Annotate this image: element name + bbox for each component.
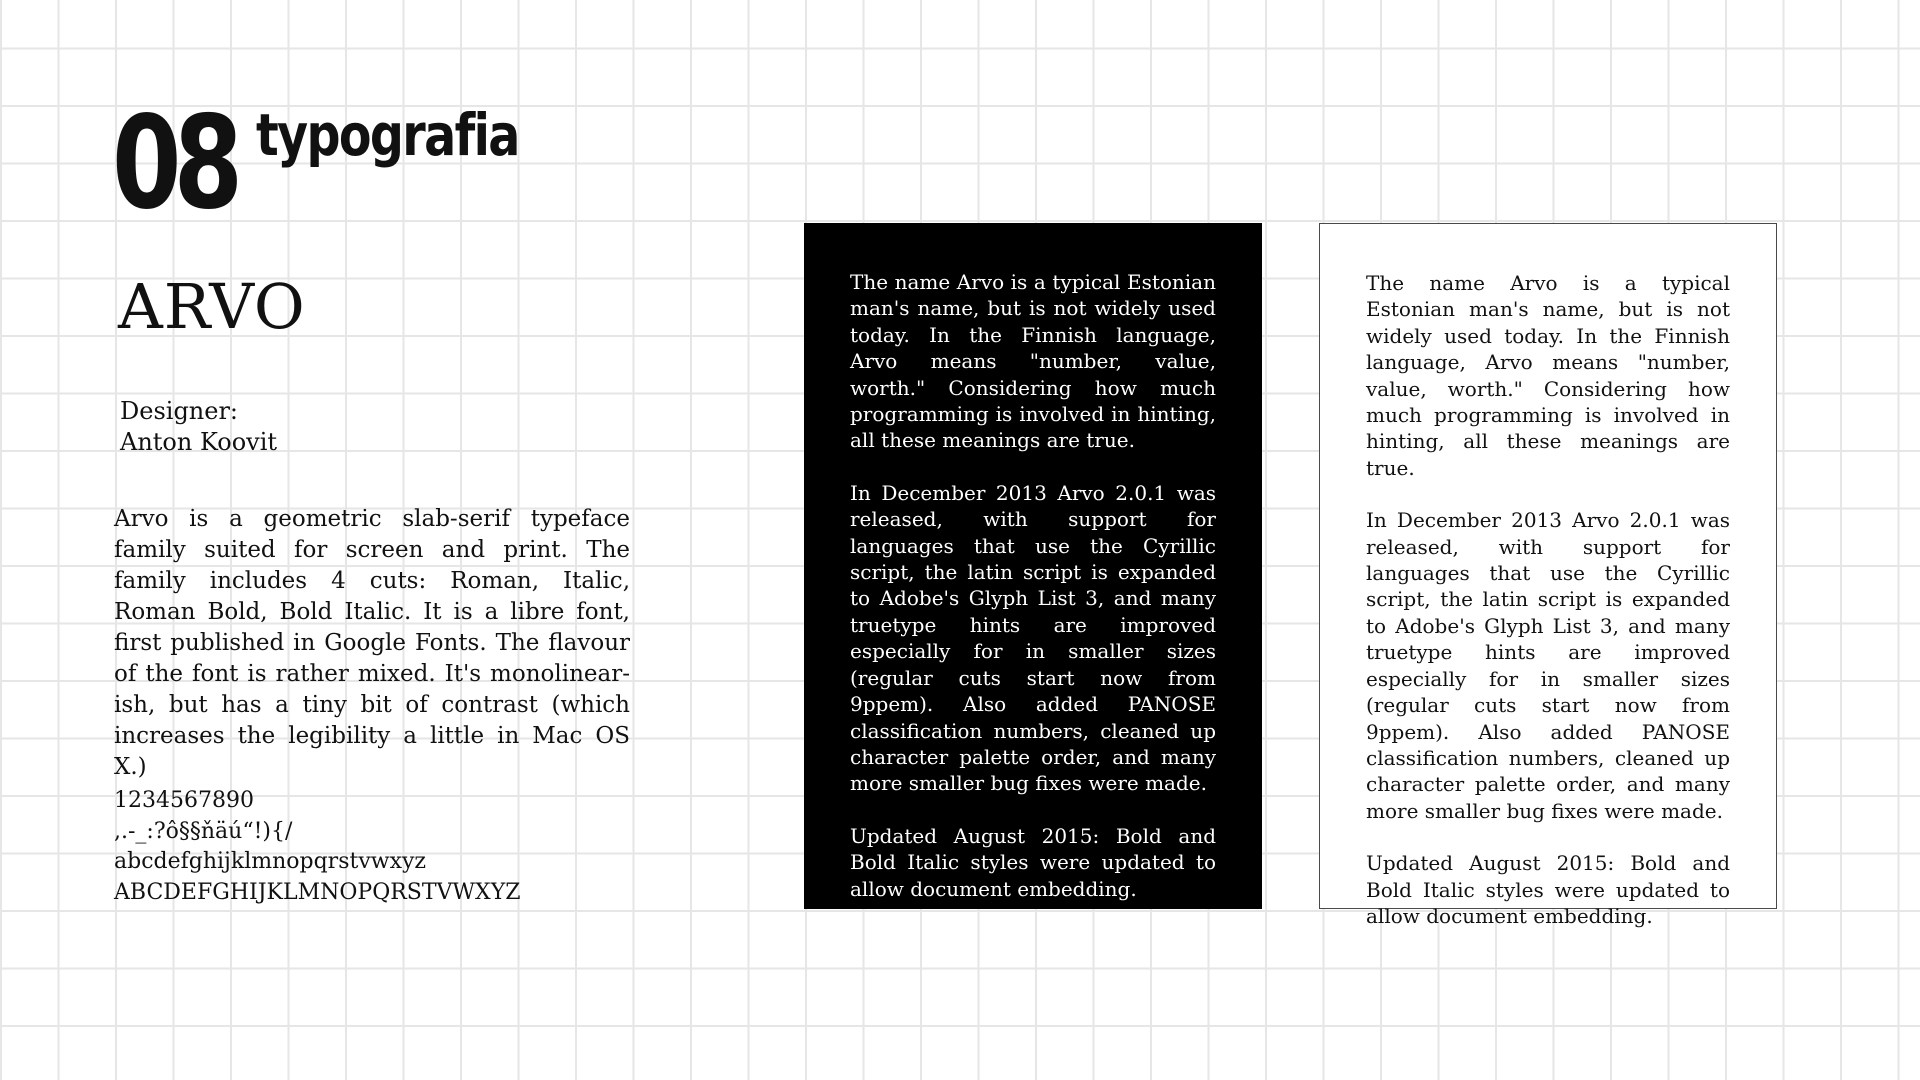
section-number: 08 xyxy=(112,89,236,238)
light-sample-paragraph-2: In December 2013 Arvo 2.0.1 was released, with support for languages that use the Cyrillic script, the latin script is expanded to Adobe's Glyph List 3, and many truetype hints are improved especially for in smaller sizes (regular cuts start now from 9ppem). Also added PANOSE classification numbers, cleaned up character palette order, and many more smaller bug fixes were made. xyxy=(1366,508,1730,823)
dark-sample-paragraph-1: The name Arvo is a typical Estonian man's name, but is not widely used today. In the Finnish language, Arvo means "number, value, worth." Considering how much programming is involved in hinting, all these meanings are true. xyxy=(850,270,1216,453)
designer-name: Anton Koovit xyxy=(120,428,278,456)
charset-uppercase: ABCDEFGHIJKLMNOPQRSTVWXYZ xyxy=(114,879,521,905)
light-sample-paragraph-3: Updated August 2015: Bold and Bold Italic styles were updated to allow document embedding. xyxy=(1366,851,1730,928)
font-description: Arvo is a geometric slab-serif typeface family suited for screen and print. The family includes 4 cuts: Roman, Italic, Roman Bold, Bold Italic. It is a libre font, first published in Google Fonts. The flavour of the font is rather mixed. It's monolinear-ish, but has a tiny bit of contrast (which increases the legibility a little in Mac OS X.) xyxy=(114,506,630,780)
charset-symbols: ,.-_:?ô§§ňäú“!){/ xyxy=(114,818,293,844)
designer-block xyxy=(120,396,277,458)
light-sample-paragraph-1: The name Arvo is a typical Estonian man's name, but is not widely used today. In the Finnish language, Arvo means "number, value, worth." Considering how much programming is involved in hinting, all these meanings are true. xyxy=(1366,271,1730,480)
light-sample-panel xyxy=(1319,223,1777,928)
dark-sample-paragraph-2: In December 2013 Arvo 2.0.1 was released, with support for languages that use the Cyrillic script, the latin script is expanded to Adobe's Glyph List 3, and many truetype hints are improved especially for in smaller sizes (regular cuts start now from 9ppem). Also added PANOSE classification numbers, cleaned up character palette order, and many more smaller bug fixes were made. xyxy=(850,480,1216,796)
charset-lowercase: abcdefghijklmnopqrstvwxyz xyxy=(114,849,427,874)
designer-label: Designer: xyxy=(120,397,239,425)
dark-sample-panel xyxy=(804,223,1262,909)
font-name: ARVO xyxy=(118,270,306,343)
charset-digits: 1234567890 xyxy=(114,788,254,813)
section-title: typografia xyxy=(256,101,519,169)
dark-sample-paragraph-3: Updated August 2015: Bold and Bold Italic styles were updated to allow document embedding. xyxy=(850,823,1216,901)
character-set xyxy=(114,786,521,908)
page-heading xyxy=(112,89,572,238)
